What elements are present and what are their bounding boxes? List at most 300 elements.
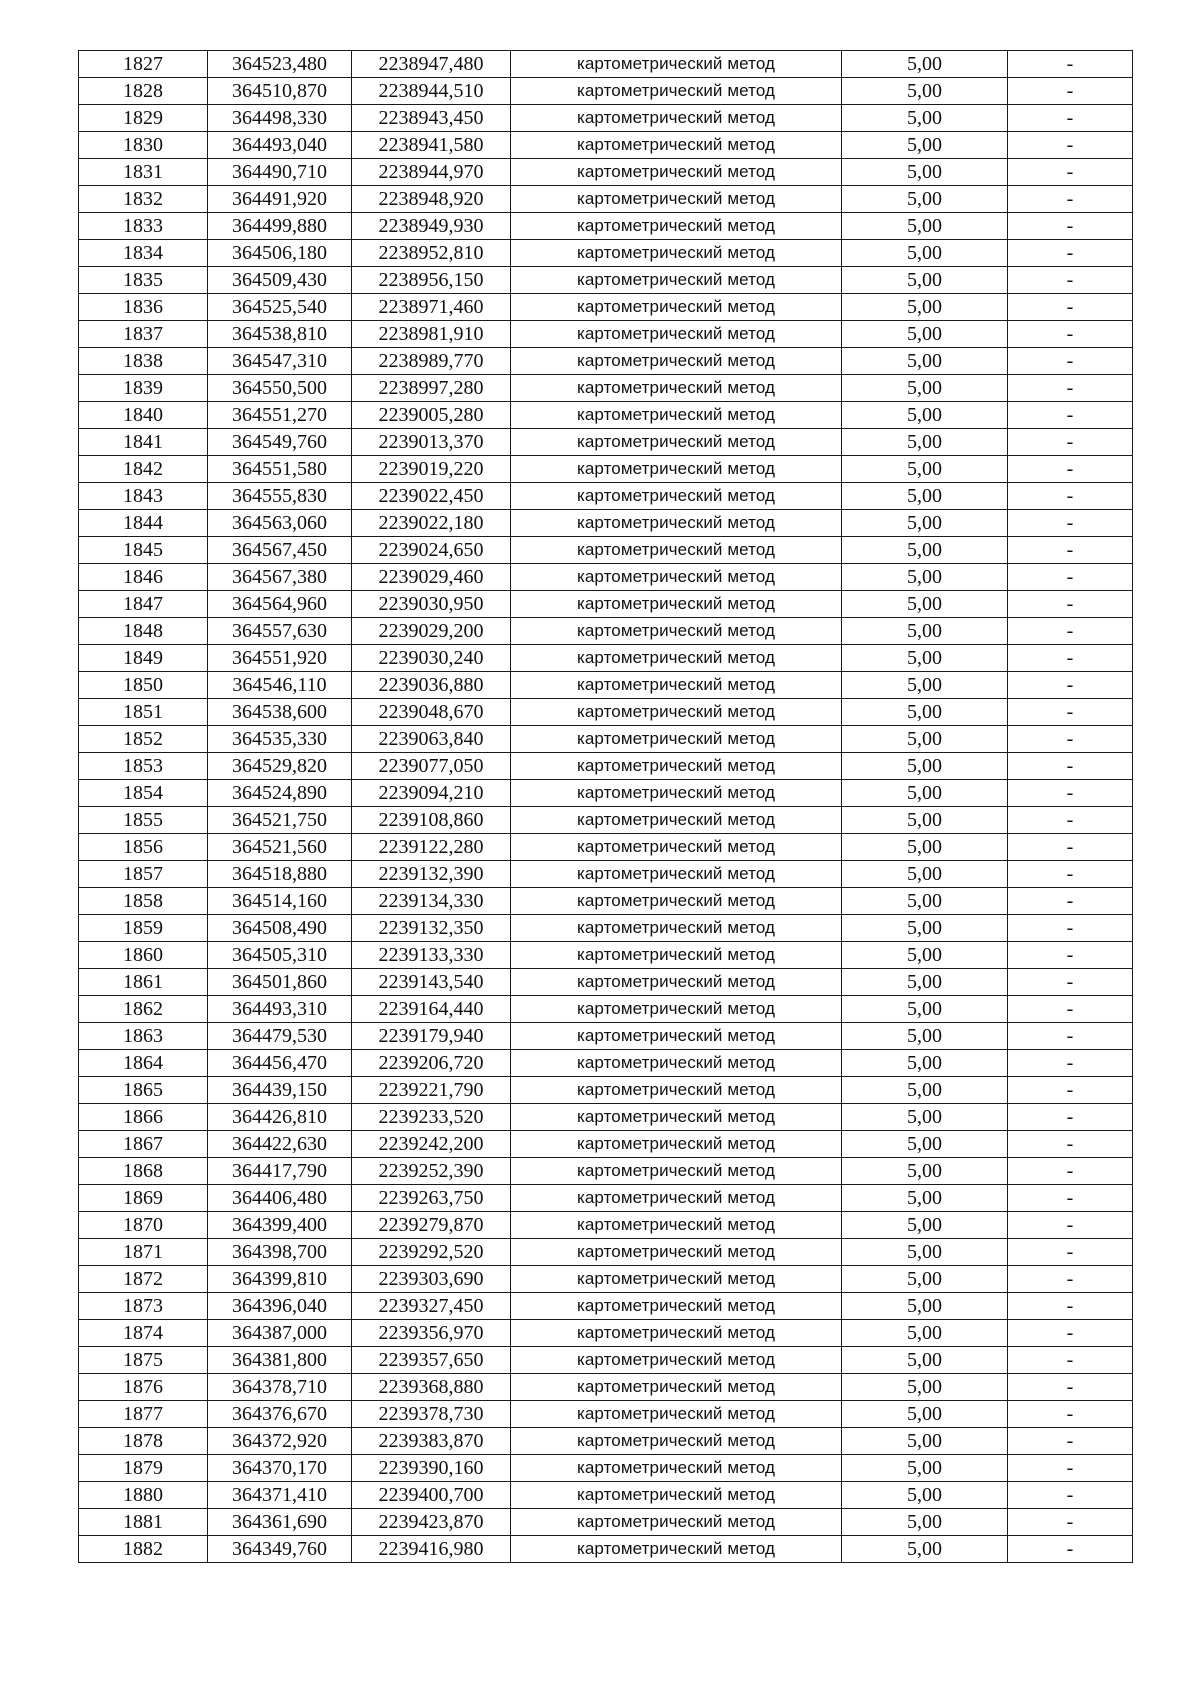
method-cell: картометрический метод [511,1320,842,1347]
table-row [79,753,1133,780]
method-cell: картометрический метод [511,267,842,294]
point-number-cell: 1852 [79,726,208,753]
point-number-cell: 1874 [79,1320,208,1347]
accuracy-cell: 5,00 [842,348,1008,375]
point-number-cell: 1859 [79,915,208,942]
table-row [79,699,1133,726]
accuracy-cell: 5,00 [842,1131,1008,1158]
y-coordinate-cell: 2238949,930 [352,213,511,240]
table-row [79,1509,1133,1536]
description-cell: - [1008,1077,1133,1104]
table-row [79,132,1133,159]
description-cell: - [1008,888,1133,915]
table-row [79,537,1133,564]
point-number-cell: 1867 [79,1131,208,1158]
accuracy-cell: 5,00 [842,240,1008,267]
point-number-cell: 1866 [79,1104,208,1131]
y-coordinate-cell: 2238989,770 [352,348,511,375]
description-cell: - [1008,780,1133,807]
y-coordinate-cell: 2239279,870 [352,1212,511,1239]
accuracy-cell: 5,00 [842,510,1008,537]
y-coordinate-cell: 2238948,920 [352,186,511,213]
accuracy-cell: 5,00 [842,1428,1008,1455]
method-cell: картометрический метод [511,213,842,240]
table-row [79,834,1133,861]
x-coordinate-cell: 364426,810 [208,1104,352,1131]
accuracy-cell: 5,00 [842,1347,1008,1374]
accuracy-cell: 5,00 [842,1050,1008,1077]
table-row [79,1185,1133,1212]
method-cell: картометрический метод [511,618,842,645]
description-cell: - [1008,915,1133,942]
y-coordinate-cell: 2239416,980 [352,1536,511,1563]
description-cell: - [1008,1293,1133,1320]
y-coordinate-cell: 2239132,350 [352,915,511,942]
x-coordinate-cell: 364546,110 [208,672,352,699]
description-cell: - [1008,1320,1133,1347]
y-coordinate-cell: 2238947,480 [352,51,511,78]
x-coordinate-cell: 364538,600 [208,699,352,726]
accuracy-cell: 5,00 [842,159,1008,186]
point-number-cell: 1869 [79,1185,208,1212]
accuracy-cell: 5,00 [842,1455,1008,1482]
method-cell: картометрический метод [511,807,842,834]
accuracy-cell: 5,00 [842,753,1008,780]
accuracy-cell: 5,00 [842,456,1008,483]
table-row [79,51,1133,78]
description-cell: - [1008,186,1133,213]
point-number-cell: 1864 [79,1050,208,1077]
point-number-cell: 1845 [79,537,208,564]
y-coordinate-cell: 2239022,180 [352,510,511,537]
y-coordinate-cell: 2239164,440 [352,996,511,1023]
description-cell: - [1008,510,1133,537]
x-coordinate-cell: 364406,480 [208,1185,352,1212]
point-number-cell: 1856 [79,834,208,861]
description-cell: - [1008,1347,1133,1374]
x-coordinate-cell: 364564,960 [208,591,352,618]
point-number-cell: 1876 [79,1374,208,1401]
table-row [79,1536,1133,1563]
point-number-cell: 1839 [79,375,208,402]
method-cell: картометрический метод [511,294,842,321]
y-coordinate-cell: 2239143,540 [352,969,511,996]
table-row [79,1320,1133,1347]
x-coordinate-cell: 364521,560 [208,834,352,861]
method-cell: картометрический метод [511,1455,842,1482]
x-coordinate-cell: 364456,470 [208,1050,352,1077]
method-cell: картометрический метод [511,888,842,915]
method-cell: картометрический метод [511,915,842,942]
point-number-cell: 1875 [79,1347,208,1374]
y-coordinate-cell: 2239390,160 [352,1455,511,1482]
accuracy-cell: 5,00 [842,483,1008,510]
y-coordinate-cell: 2239292,520 [352,1239,511,1266]
x-coordinate-cell: 364557,630 [208,618,352,645]
y-coordinate-cell: 2239030,950 [352,591,511,618]
description-cell: - [1008,1239,1133,1266]
table-row [79,1158,1133,1185]
accuracy-cell: 5,00 [842,294,1008,321]
accuracy-cell: 5,00 [842,186,1008,213]
accuracy-cell: 5,00 [842,375,1008,402]
accuracy-cell: 5,00 [842,132,1008,159]
x-coordinate-cell: 364538,810 [208,321,352,348]
method-cell: картометрический метод [511,132,842,159]
description-cell: - [1008,591,1133,618]
description-cell: - [1008,699,1133,726]
y-coordinate-cell: 2239423,870 [352,1509,511,1536]
table-row [79,321,1133,348]
y-coordinate-cell: 2239022,450 [352,483,511,510]
x-coordinate-cell: 364529,820 [208,753,352,780]
y-coordinate-cell: 2239036,880 [352,672,511,699]
accuracy-cell: 5,00 [842,51,1008,78]
point-number-cell: 1838 [79,348,208,375]
description-cell: - [1008,159,1133,186]
accuracy-cell: 5,00 [842,1266,1008,1293]
table-row [79,429,1133,456]
table-row [79,1347,1133,1374]
x-coordinate-cell: 364563,060 [208,510,352,537]
coordinates-table-body [79,51,1133,1563]
x-coordinate-cell: 364479,530 [208,1023,352,1050]
table-row [79,1266,1133,1293]
point-number-cell: 1844 [79,510,208,537]
accuracy-cell: 5,00 [842,429,1008,456]
description-cell: - [1008,213,1133,240]
table-row [79,591,1133,618]
accuracy-cell: 5,00 [842,834,1008,861]
accuracy-cell: 5,00 [842,618,1008,645]
method-cell: картометрический метод [511,456,842,483]
accuracy-cell: 5,00 [842,1104,1008,1131]
method-cell: картометрический метод [511,1536,842,1563]
description-cell: - [1008,672,1133,699]
x-coordinate-cell: 364550,500 [208,375,352,402]
y-coordinate-cell: 2239029,200 [352,618,511,645]
method-cell: картометрический метод [511,375,842,402]
accuracy-cell: 5,00 [842,1212,1008,1239]
accuracy-cell: 5,00 [842,996,1008,1023]
x-coordinate-cell: 364509,430 [208,267,352,294]
description-cell: - [1008,132,1133,159]
table-row [79,1104,1133,1131]
accuracy-cell: 5,00 [842,1509,1008,1536]
accuracy-cell: 5,00 [842,1185,1008,1212]
point-number-cell: 1834 [79,240,208,267]
x-coordinate-cell: 364567,380 [208,564,352,591]
table-row [79,1131,1133,1158]
method-cell: картометрический метод [511,159,842,186]
accuracy-cell: 5,00 [842,1320,1008,1347]
accuracy-cell: 5,00 [842,1158,1008,1185]
y-coordinate-cell: 2239133,330 [352,942,511,969]
table-row [79,1293,1133,1320]
description-cell: - [1008,1428,1133,1455]
method-cell: картометрический метод [511,672,842,699]
accuracy-cell: 5,00 [842,888,1008,915]
point-number-cell: 1848 [79,618,208,645]
description-cell: - [1008,1212,1133,1239]
accuracy-cell: 5,00 [842,1482,1008,1509]
point-number-cell: 1868 [79,1158,208,1185]
table-row [79,1482,1133,1509]
point-number-cell: 1860 [79,942,208,969]
description-cell: - [1008,537,1133,564]
point-number-cell: 1841 [79,429,208,456]
y-coordinate-cell: 2239357,650 [352,1347,511,1374]
description-cell: - [1008,1158,1133,1185]
table-row [79,1374,1133,1401]
method-cell: картометрический метод [511,1347,842,1374]
y-coordinate-cell: 2239356,970 [352,1320,511,1347]
x-coordinate-cell: 364396,040 [208,1293,352,1320]
x-coordinate-cell: 364417,790 [208,1158,352,1185]
point-number-cell: 1837 [79,321,208,348]
table-row [79,969,1133,996]
description-cell: - [1008,240,1133,267]
x-coordinate-cell: 364505,310 [208,942,352,969]
table-row [79,672,1133,699]
table-row [79,861,1133,888]
point-number-cell: 1854 [79,780,208,807]
table-row [79,78,1133,105]
method-cell: картометрический метод [511,240,842,267]
x-coordinate-cell: 364491,920 [208,186,352,213]
point-number-cell: 1847 [79,591,208,618]
table-row [79,1455,1133,1482]
y-coordinate-cell: 2238971,460 [352,294,511,321]
y-coordinate-cell: 2238944,970 [352,159,511,186]
accuracy-cell: 5,00 [842,699,1008,726]
table-row [79,1212,1133,1239]
method-cell: картометрический метод [511,348,842,375]
accuracy-cell: 5,00 [842,645,1008,672]
y-coordinate-cell: 2238944,510 [352,78,511,105]
y-coordinate-cell: 2239077,050 [352,753,511,780]
description-cell: - [1008,1482,1133,1509]
method-cell: картометрический метод [511,1158,842,1185]
description-cell: - [1008,1104,1133,1131]
point-number-cell: 1880 [79,1482,208,1509]
method-cell: картометрический метод [511,78,842,105]
method-cell: картометрический метод [511,51,842,78]
point-number-cell: 1877 [79,1401,208,1428]
method-cell: картометрический метод [511,1185,842,1212]
point-number-cell: 1836 [79,294,208,321]
y-coordinate-cell: 2239179,940 [352,1023,511,1050]
accuracy-cell: 5,00 [842,942,1008,969]
y-coordinate-cell: 2239368,880 [352,1374,511,1401]
y-coordinate-cell: 2238943,450 [352,105,511,132]
y-coordinate-cell: 2239094,210 [352,780,511,807]
description-cell: - [1008,1374,1133,1401]
x-coordinate-cell: 364372,920 [208,1428,352,1455]
y-coordinate-cell: 2239029,460 [352,564,511,591]
accuracy-cell: 5,00 [842,807,1008,834]
x-coordinate-cell: 364501,860 [208,969,352,996]
point-number-cell: 1853 [79,753,208,780]
point-number-cell: 1855 [79,807,208,834]
method-cell: картометрический метод [511,1104,842,1131]
y-coordinate-cell: 2239134,330 [352,888,511,915]
point-number-cell: 1851 [79,699,208,726]
method-cell: картометрический метод [511,1050,842,1077]
method-cell: картометрический метод [511,1212,842,1239]
method-cell: картометрический метод [511,564,842,591]
accuracy-cell: 5,00 [842,1536,1008,1563]
description-cell: - [1008,1266,1133,1293]
description-cell: - [1008,294,1133,321]
accuracy-cell: 5,00 [842,780,1008,807]
point-number-cell: 1831 [79,159,208,186]
x-coordinate-cell: 364499,880 [208,213,352,240]
accuracy-cell: 5,00 [842,537,1008,564]
description-cell: - [1008,1023,1133,1050]
x-coordinate-cell: 364514,160 [208,888,352,915]
method-cell: картометрический метод [511,321,842,348]
table-row [79,888,1133,915]
accuracy-cell: 5,00 [842,1374,1008,1401]
table-row [79,726,1133,753]
y-coordinate-cell: 2238997,280 [352,375,511,402]
point-number-cell: 1832 [79,186,208,213]
description-cell: - [1008,726,1133,753]
description-cell: - [1008,861,1133,888]
description-cell: - [1008,348,1133,375]
accuracy-cell: 5,00 [842,564,1008,591]
x-coordinate-cell: 364493,040 [208,132,352,159]
accuracy-cell: 5,00 [842,213,1008,240]
x-coordinate-cell: 364551,580 [208,456,352,483]
description-cell: - [1008,996,1133,1023]
description-cell: - [1008,402,1133,429]
method-cell: картометрический метод [511,591,842,618]
y-coordinate-cell: 2239242,200 [352,1131,511,1158]
method-cell: картометрический метод [511,1374,842,1401]
method-cell: картометрический метод [511,1131,842,1158]
description-cell: - [1008,969,1133,996]
point-number-cell: 1842 [79,456,208,483]
description-cell: - [1008,753,1133,780]
method-cell: картометрический метод [511,186,842,213]
description-cell: - [1008,321,1133,348]
x-coordinate-cell: 364525,540 [208,294,352,321]
table-row [79,1239,1133,1266]
point-number-cell: 1829 [79,105,208,132]
method-cell: картометрический метод [511,1077,842,1104]
method-cell: картометрический метод [511,942,842,969]
description-cell: - [1008,1401,1133,1428]
method-cell: картометрический метод [511,726,842,753]
x-coordinate-cell: 364518,880 [208,861,352,888]
x-coordinate-cell: 364567,450 [208,537,352,564]
x-coordinate-cell: 364399,400 [208,1212,352,1239]
method-cell: картометрический метод [511,996,842,1023]
x-coordinate-cell: 364376,670 [208,1401,352,1428]
y-coordinate-cell: 2239206,720 [352,1050,511,1077]
accuracy-cell: 5,00 [842,321,1008,348]
x-coordinate-cell: 364547,310 [208,348,352,375]
point-number-cell: 1846 [79,564,208,591]
y-coordinate-cell: 2239108,860 [352,807,511,834]
table-row [79,240,1133,267]
table-row [79,564,1133,591]
point-number-cell: 1871 [79,1239,208,1266]
method-cell: картометрический метод [511,510,842,537]
x-coordinate-cell: 364535,330 [208,726,352,753]
table-row [79,1401,1133,1428]
method-cell: картометрический метод [511,780,842,807]
accuracy-cell: 5,00 [842,1023,1008,1050]
method-cell: картометрический метод [511,1266,842,1293]
point-number-cell: 1872 [79,1266,208,1293]
x-coordinate-cell: 364508,490 [208,915,352,942]
method-cell: картометрический метод [511,537,842,564]
y-coordinate-cell: 2239221,790 [352,1077,511,1104]
method-cell: картометрический метод [511,105,842,132]
y-coordinate-cell: 2239048,670 [352,699,511,726]
y-coordinate-cell: 2238956,150 [352,267,511,294]
table-row [79,645,1133,672]
point-number-cell: 1882 [79,1536,208,1563]
x-coordinate-cell: 364378,710 [208,1374,352,1401]
point-number-cell: 1857 [79,861,208,888]
point-number-cell: 1830 [79,132,208,159]
table-row [79,159,1133,186]
point-number-cell: 1878 [79,1428,208,1455]
x-coordinate-cell: 364551,920 [208,645,352,672]
accuracy-cell: 5,00 [842,1401,1008,1428]
method-cell: картометрический метод [511,1293,842,1320]
description-cell: - [1008,456,1133,483]
accuracy-cell: 5,00 [842,1239,1008,1266]
point-number-cell: 1873 [79,1293,208,1320]
description-cell: - [1008,834,1133,861]
table-row [79,267,1133,294]
accuracy-cell: 5,00 [842,78,1008,105]
table-row [79,510,1133,537]
table-row [79,1077,1133,1104]
table-row [79,1428,1133,1455]
y-coordinate-cell: 2239233,520 [352,1104,511,1131]
method-cell: картометрический метод [511,1482,842,1509]
accuracy-cell: 5,00 [842,726,1008,753]
x-coordinate-cell: 364506,180 [208,240,352,267]
point-number-cell: 1865 [79,1077,208,1104]
point-number-cell: 1833 [79,213,208,240]
y-coordinate-cell: 2239030,240 [352,645,511,672]
x-coordinate-cell: 364371,410 [208,1482,352,1509]
description-cell: - [1008,483,1133,510]
description-cell: - [1008,645,1133,672]
table-row [79,375,1133,402]
description-cell: - [1008,105,1133,132]
description-cell: - [1008,1050,1133,1077]
method-cell: картометрический метод [511,645,842,672]
accuracy-cell: 5,00 [842,915,1008,942]
method-cell: картометрический метод [511,969,842,996]
x-coordinate-cell: 364523,480 [208,51,352,78]
table-row [79,483,1133,510]
table-row [79,1050,1133,1077]
accuracy-cell: 5,00 [842,969,1008,996]
description-cell: - [1008,51,1133,78]
y-coordinate-cell: 2239252,390 [352,1158,511,1185]
point-number-cell: 1862 [79,996,208,1023]
point-number-cell: 1861 [79,969,208,996]
